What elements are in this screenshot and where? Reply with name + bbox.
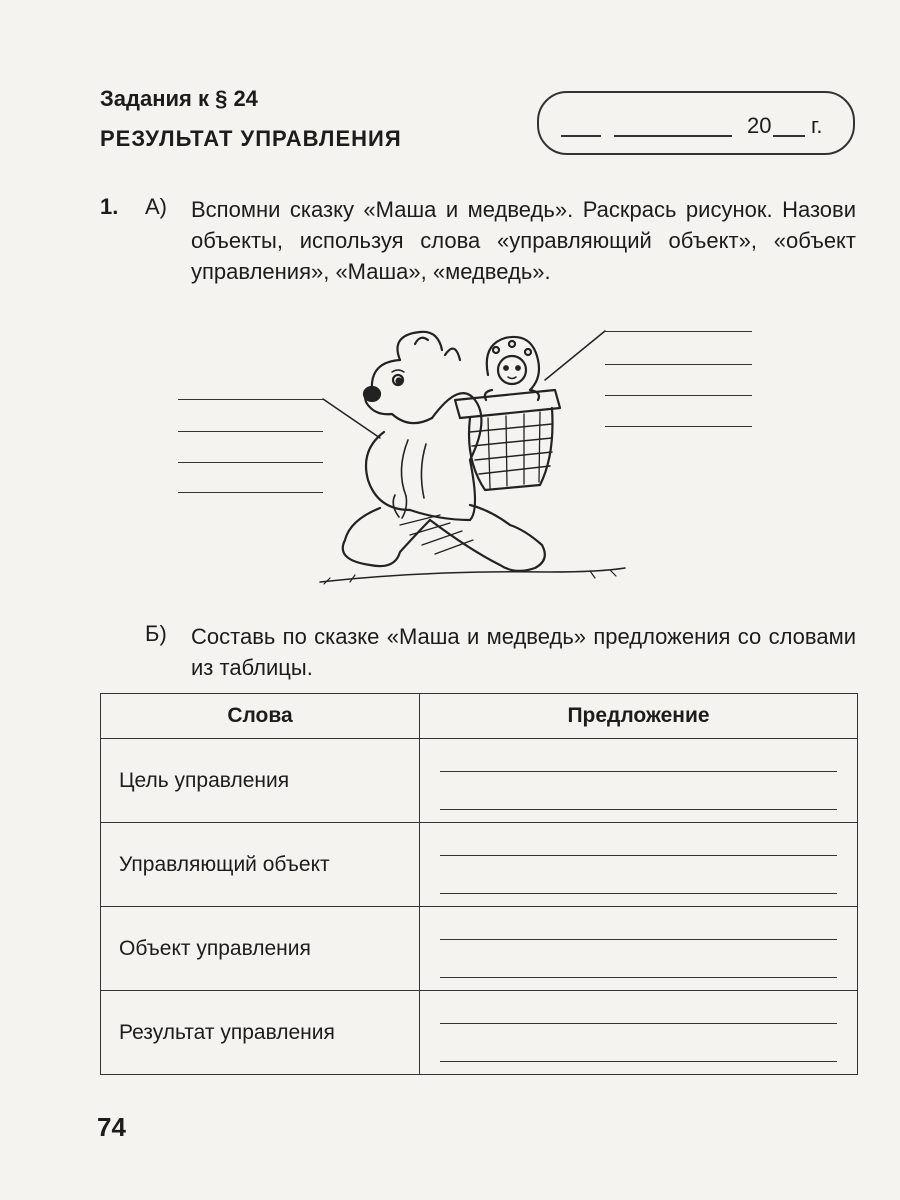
sentence-line[interactable]	[440, 809, 837, 810]
date-field[interactable]	[537, 91, 855, 155]
sentence-line[interactable]	[440, 1023, 837, 1024]
lesson-title: РЕЗУЛЬТАТ УПРАВЛЕНИЯ	[100, 126, 402, 151]
column-header-words: Слова	[101, 694, 420, 739]
word-cell: Управляющий объект	[101, 823, 420, 907]
task-a-text: Вспомни сказку «Маша и медведь». Раскрась рисунок. Назови объекты, используя слова «управляющий объект», «объект управления», «Маша», «медведь».	[191, 197, 856, 284]
sentence-cell[interactable]	[420, 907, 858, 991]
table-row	[101, 739, 858, 823]
task-a-letter: А)	[145, 194, 167, 219]
date-day-blank[interactable]	[561, 135, 601, 137]
word-cell: Объект управления	[101, 907, 420, 991]
task-number: 1.	[100, 194, 119, 219]
sentence-line[interactable]	[440, 939, 837, 940]
sentence-line[interactable]	[440, 771, 837, 772]
task-b-letter: Б)	[145, 621, 167, 646]
sentence-line[interactable]	[440, 977, 837, 978]
task-b-text: Составь по сказке «Маша и медведь» предложения со словами из таблицы.	[191, 624, 856, 680]
sentence-cell[interactable]	[420, 991, 858, 1075]
word-cell: Цель управления	[101, 739, 420, 823]
table-row	[101, 823, 858, 907]
table-header-row	[101, 694, 858, 739]
sentence-line[interactable]	[440, 893, 837, 894]
sentence-cell[interactable]	[420, 823, 858, 907]
words-table	[100, 693, 858, 1075]
word-cell: Результат управления	[101, 991, 420, 1075]
column-header-sentence: Предложение	[420, 694, 858, 739]
bear-with-masha-illustration	[170, 320, 770, 600]
sentence-cell[interactable]	[420, 739, 858, 823]
page-number: 74	[97, 1112, 126, 1142]
sentence-line[interactable]	[440, 855, 837, 856]
table-row	[101, 991, 858, 1075]
date-year-suffix: г.	[811, 113, 823, 138]
table-row	[101, 907, 858, 991]
date-year-prefix: 20	[747, 113, 772, 138]
date-year-blank[interactable]	[773, 135, 805, 137]
sentence-line[interactable]	[440, 1061, 837, 1062]
date-month-blank[interactable]	[614, 135, 732, 137]
tasks-title: Задания к § 24	[100, 86, 258, 111]
